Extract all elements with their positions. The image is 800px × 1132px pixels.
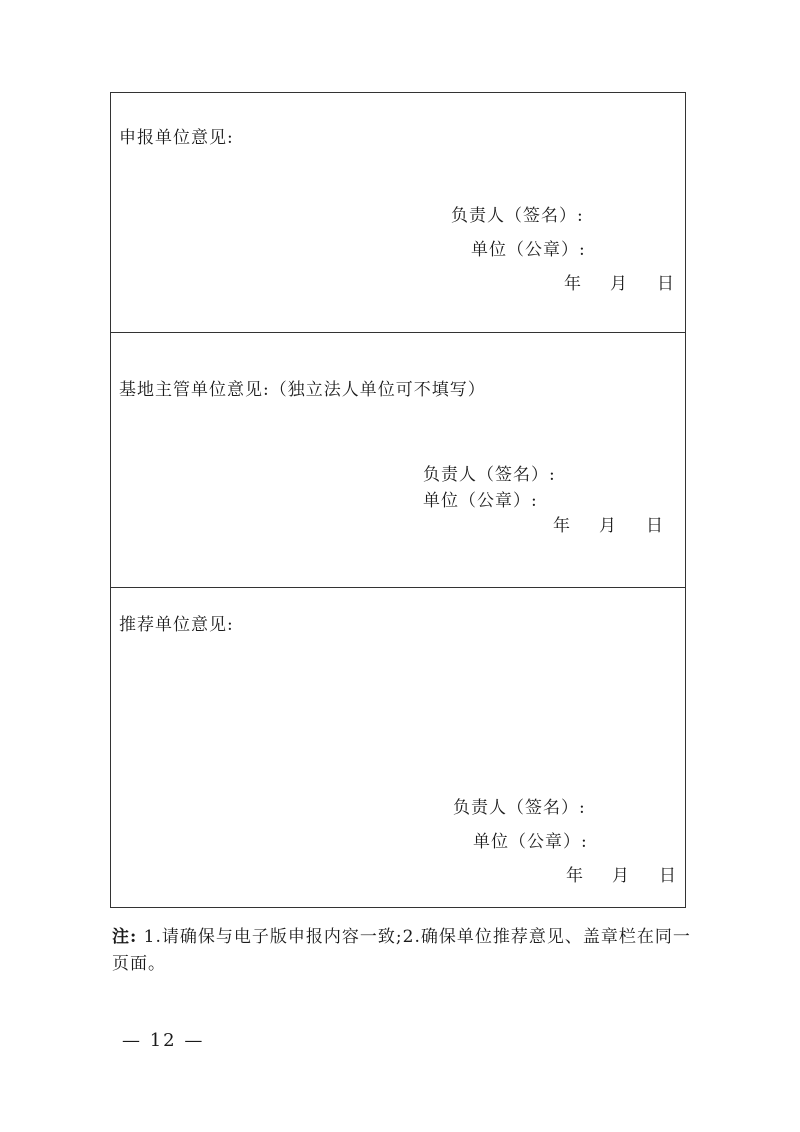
applicant-opinion-heading: 申报单位意见: — [119, 128, 234, 148]
recommender-opinion-section — [111, 588, 685, 907]
recommender-seal-label: 单位（公章）: — [473, 832, 588, 852]
footnote-label: 注: — [112, 927, 138, 947]
day-label: 日 — [657, 274, 674, 294]
month-label: 月 — [599, 516, 616, 536]
footnote-text: 1.请确保与电子版申报内容一致;2.确保单位推荐意见、盖章栏在同一页面。 — [112, 927, 691, 974]
year-label: 年 — [566, 866, 583, 886]
month-label: 月 — [612, 866, 629, 886]
year-label: 年 — [553, 516, 570, 536]
applicant-opinion-section — [111, 93, 685, 333]
month-label: 月 — [610, 274, 627, 294]
recommender-signer-label: 负责人（签名）: — [453, 798, 586, 818]
supervisor-opinion-heading: 基地主管单位意见:（独立法人单位可不填写） — [119, 380, 486, 400]
footnote — [112, 924, 692, 978]
year-label: 年 — [564, 274, 581, 294]
supervisor-signer-label: 负责人（签名）: — [423, 465, 556, 485]
day-label: 日 — [659, 866, 676, 886]
applicant-signer-label: 负责人（签名）: — [451, 206, 584, 226]
supervisor-opinion-section — [111, 333, 685, 588]
applicant-seal-label: 单位（公章）: — [471, 240, 586, 260]
supervisor-seal-label: 单位（公章）: — [423, 491, 538, 511]
opinion-form-table — [110, 92, 686, 908]
page-number: — 12 — — [122, 1030, 205, 1051]
recommender-opinion-heading: 推荐单位意见: — [119, 615, 234, 635]
day-label: 日 — [646, 516, 663, 536]
